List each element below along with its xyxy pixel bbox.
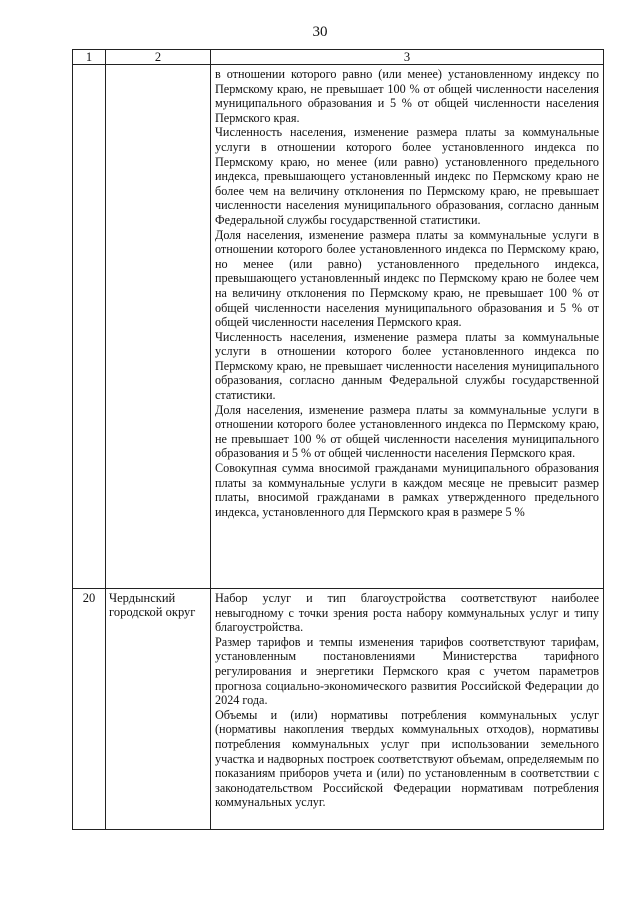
paragraph: Доля населения, изменение размера платы за коммунальные услуги в отношении которого более установленного индекса по Пермскому краю, не превышает 100 % от общей численности населения муниципального образования и 5 % от общей численности населения Пермского края. <box>215 402 599 461</box>
paragraph: Доля населения, изменение размера платы за коммунальные услуги в отношении которого более установленного индекса по Пермскому краю, но менее (или равно) установленного предельного индекса, превышающего установленный индекс по Пермскому краю не более чем на величину отклонения по Пермскому краю, не превышает 100 % от общей численности населения муниципального образования и 5 % от общей численности населения Пермского края. <box>215 227 599 330</box>
paragraph: в отношении которого равно (или менее) установленному индексу по Пермскому краю, не превышает 100 % от общей численности населения муниципального образования и 5 % от общей численности населения Пермского края. <box>215 67 599 125</box>
row-number <box>73 65 106 589</box>
page-number: 30 <box>312 24 328 40</box>
paragraph: Размер тарифов и темпы изменения тарифов соответствуют тарифам, установленным постановлениями Министерства тарифного регулирования и энергетики Пермского края с учетом параметров прогноза социально-экономического развития Российской Федерации до 2024 года. <box>215 634 599 708</box>
row-description <box>211 589 604 830</box>
paragraph: Численность населения, изменение размера платы за коммунальные услуги в отношении которого более установленного индекса по Пермскому краю, не превышает численности населения муниципального образования, согласно данным Федеральной службы государственной статистики. <box>215 329 599 403</box>
table-row <box>73 65 604 589</box>
header-col-1: 1 <box>73 50 106 65</box>
row-description <box>211 65 604 589</box>
header-col-2: 2 <box>106 50 211 65</box>
paragraph: Объемы и (или) нормативы потребления коммунальных услуг (нормативы накопления твердых коммунальных отходов), нормативы потребления коммунальных услуг при использовании земельного участка и надворных построек соответствуют объемам, определяемым по показаниям приборов учета и (или) по установленным в соответствии с законодательством Российской Федерации нормативам потребления коммунальных услуг. <box>215 707 599 810</box>
municipality-name: Чердынский городской округ <box>106 589 211 830</box>
paragraph: Набор услуг и тип благоустройства соответствуют наиболее невыгодному с точки зрения роста набору коммунальных услуг и типу благоустройства. <box>215 591 599 635</box>
header-col-3: 3 <box>211 50 604 65</box>
table-header-row <box>73 50 604 65</box>
row-number: 20 <box>73 589 106 830</box>
paragraph: Численность населения, изменение размера платы за коммунальные услуги в отношении которого более установленного индекса по Пермскому краю, но менее (или равно) установленного предельного индекса, превышающего установленный индекс по Пермскому краю не более чем на величину отклонения по Пермскому краю, не превышает численности населения муниципального образования, согласно данным Федеральной службы государственной статистики. <box>215 125 599 227</box>
data-table <box>72 49 604 830</box>
paragraph: Совокупная сумма вносимой гражданами муниципального образования платы за коммунальные услуги в каждом месяце не превысит размер платы, вносимой гражданами в рамках утвержденного предельного индекса, установленного для Пермского края в размере 5 % <box>215 461 599 519</box>
municipality-name <box>106 65 211 589</box>
table-row <box>73 589 604 830</box>
